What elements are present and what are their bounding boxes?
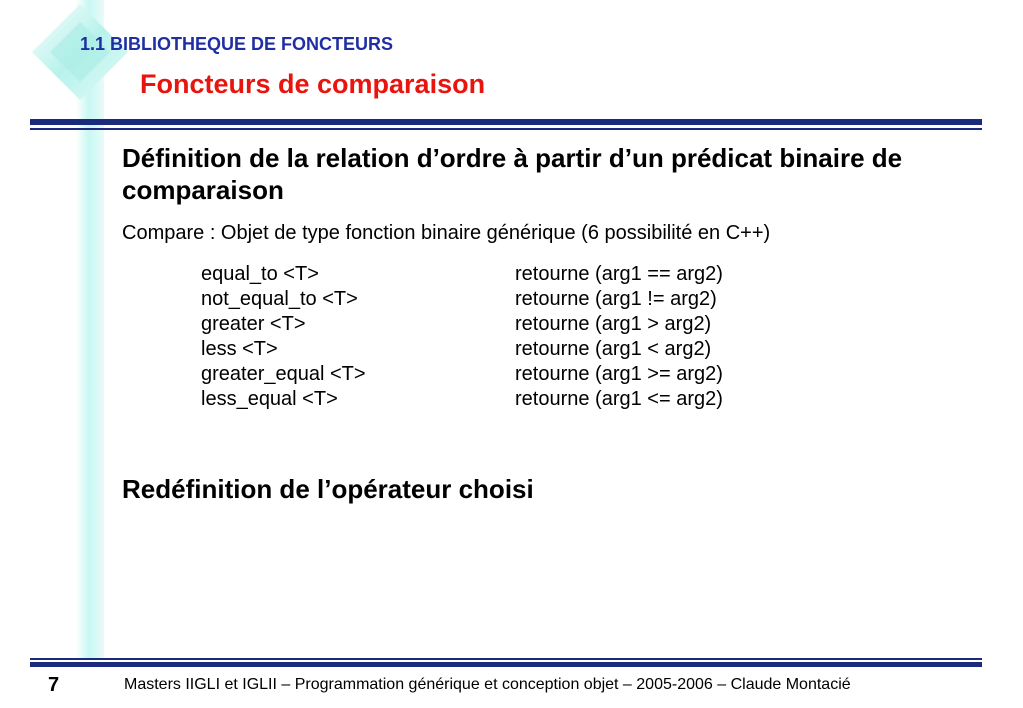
compare-description: Compare : Objet de type fonction binaire générique (6 possibilité en C++): [122, 222, 771, 244]
functor-name: greater <T>: [201, 313, 306, 335]
footer-text: Masters IIGLI et IGLII – Programmation générique et conception objet – 2005-2006 – Claude Montacié: [124, 676, 851, 693]
functor-desc: retourne (arg1 != arg2): [515, 288, 717, 310]
functor-desc: retourne (arg1 > arg2): [515, 313, 712, 335]
functor-name: less_equal <T>: [201, 388, 338, 410]
page-number: 7: [48, 674, 60, 696]
functor-row: [201, 362, 723, 387]
secondary-heading: Redéfinition de l’opérateur choisi: [122, 474, 534, 504]
bottom-rule-thin: [30, 658, 982, 660]
functor-name: not_equal_to <T>: [201, 288, 358, 310]
functor-desc: retourne (arg1 >= arg2): [515, 363, 723, 385]
functor-name: less <T>: [201, 338, 278, 360]
functor-row: [201, 312, 723, 337]
functor-name: greater_equal <T>: [201, 363, 366, 385]
functor-row: [201, 387, 723, 412]
slide-title: Foncteurs de comparaison: [140, 69, 486, 99]
functor-desc: retourne (arg1 < arg2): [515, 338, 712, 360]
functor-desc: retourne (arg1 == arg2): [515, 263, 723, 285]
main-heading: Définition de la relation d’ordre à partir d’un prédicat binaire de comparaison: [122, 143, 903, 205]
functor-name: equal_to <T>: [201, 263, 319, 285]
functor-row: [201, 262, 723, 287]
functor-desc: retourne (arg1 <= arg2): [515, 388, 723, 410]
top-rule-thin: [30, 128, 982, 130]
functor-row: [201, 337, 723, 362]
section-label: 1.1 BIBLIOTHEQUE DE FONCTEURS: [80, 34, 394, 54]
top-rule: [30, 119, 982, 125]
functor-row: [201, 287, 723, 312]
bottom-rule: [30, 662, 982, 667]
functor-table: [201, 262, 723, 412]
